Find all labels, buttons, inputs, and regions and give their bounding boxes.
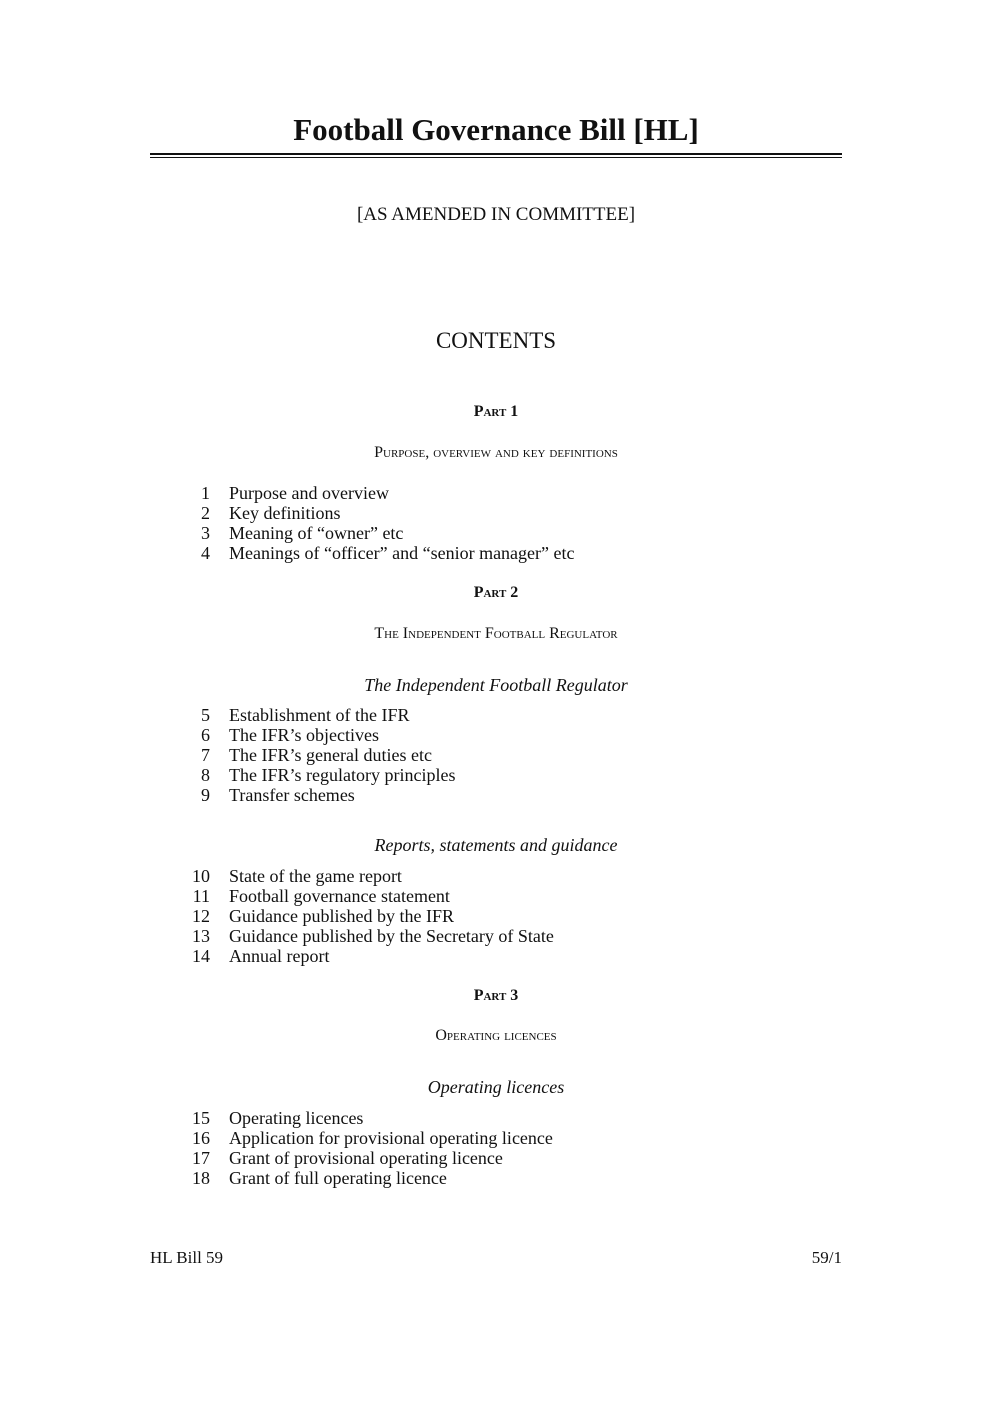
part-3-section-list-1 (150, 1108, 842, 1188)
toc-entry[interactable] (150, 1148, 842, 1168)
section-number: 17 (192, 1148, 210, 1168)
section-title: Meaning of “owner” etc (229, 523, 404, 543)
section-title: The IFR’s regulatory principles (229, 765, 456, 785)
section-number: 18 (192, 1168, 210, 1188)
section-title: Grant of full operating licence (229, 1168, 447, 1188)
section-number: 8 (201, 765, 210, 785)
section-title: Application for provisional operating licence (229, 1128, 553, 1148)
toc-entry[interactable] (150, 785, 842, 805)
part-3-label: Part 3 (473, 987, 519, 1004)
section-title: Transfer schemes (229, 785, 355, 805)
section-title: Football governance statement (229, 886, 450, 906)
section-title: Key definitions (229, 503, 341, 523)
part-2-section-list-1 (150, 705, 842, 805)
section-number: 14 (192, 946, 210, 966)
toc-entry[interactable] (150, 926, 842, 946)
toc-entry[interactable] (150, 543, 842, 563)
toc-entry[interactable] (150, 866, 842, 886)
section-title: Operating licences (229, 1108, 364, 1128)
part-2-subheading-1: The Independent Football Regulator (364, 675, 628, 695)
section-number: 4 (201, 543, 210, 563)
part-2-section-list-2 (150, 866, 842, 966)
contents-heading: CONTENTS (435, 328, 557, 353)
part-2-label: Part 2 (473, 584, 519, 601)
section-number: 3 (201, 523, 210, 543)
toc-entry[interactable] (150, 946, 842, 966)
section-number: 12 (192, 906, 210, 926)
section-number: 15 (192, 1108, 210, 1128)
toc-entry[interactable] (150, 886, 842, 906)
toc-entry[interactable] (150, 725, 842, 745)
bill-reference: HL Bill 59 (150, 1248, 224, 1267)
section-title: Guidance published by the Secretary of State (229, 926, 554, 946)
section-number: 1 (201, 483, 210, 503)
section-title: Guidance published by the IFR (229, 906, 454, 926)
toc-entry[interactable] (150, 1128, 842, 1148)
toc-entry[interactable] (150, 906, 842, 926)
toc-entry[interactable] (150, 1168, 842, 1188)
toc-entry[interactable] (150, 705, 842, 725)
section-number: 2 (201, 503, 210, 523)
part-1-title: Purpose, overview and key definitions (374, 444, 618, 461)
section-title: Grant of provisional operating licence (229, 1148, 503, 1168)
part-1-section-list (150, 483, 842, 563)
section-number: 11 (192, 886, 210, 906)
toc-entry[interactable] (150, 523, 842, 543)
section-number: 5 (201, 705, 210, 725)
section-title: Purpose and overview (229, 483, 389, 503)
part-3-subheading-1: Operating licences (427, 1077, 565, 1097)
section-title: Meanings of “officer” and “senior manager” etc (229, 543, 575, 563)
section-title: The IFR’s objectives (229, 725, 379, 745)
title-rule-thick (150, 153, 842, 155)
section-title: State of the game report (229, 866, 402, 886)
title-rule-thin (150, 157, 842, 158)
toc-entry[interactable] (150, 745, 842, 765)
section-title: Annual report (229, 946, 330, 966)
toc-entry[interactable] (150, 503, 842, 523)
part-2-title: The Independent Football Regulator (374, 625, 618, 642)
section-number: 6 (201, 725, 210, 745)
toc-entry[interactable] (150, 483, 842, 503)
page-number: 59/1 (811, 1248, 842, 1267)
section-number: 7 (201, 745, 210, 765)
section-title: Establishment of the IFR (229, 705, 410, 725)
section-number: 13 (192, 926, 210, 946)
amended-notice: [AS AMENDED IN COMMITTEE] (356, 204, 636, 225)
part-3-title: Operating licences (435, 1027, 557, 1044)
section-title: The IFR’s general duties etc (229, 745, 432, 765)
section-number: 16 (192, 1128, 210, 1148)
part-2-subheading-2: Reports, statements and guidance (374, 835, 618, 855)
part-1-label: Part 1 (473, 403, 519, 420)
bill-title: Football Governance Bill [HL] (293, 112, 699, 147)
toc-entry[interactable] (150, 1108, 842, 1128)
section-number: 10 (192, 866, 210, 886)
toc-entry[interactable] (150, 765, 842, 785)
section-number: 9 (201, 785, 210, 805)
